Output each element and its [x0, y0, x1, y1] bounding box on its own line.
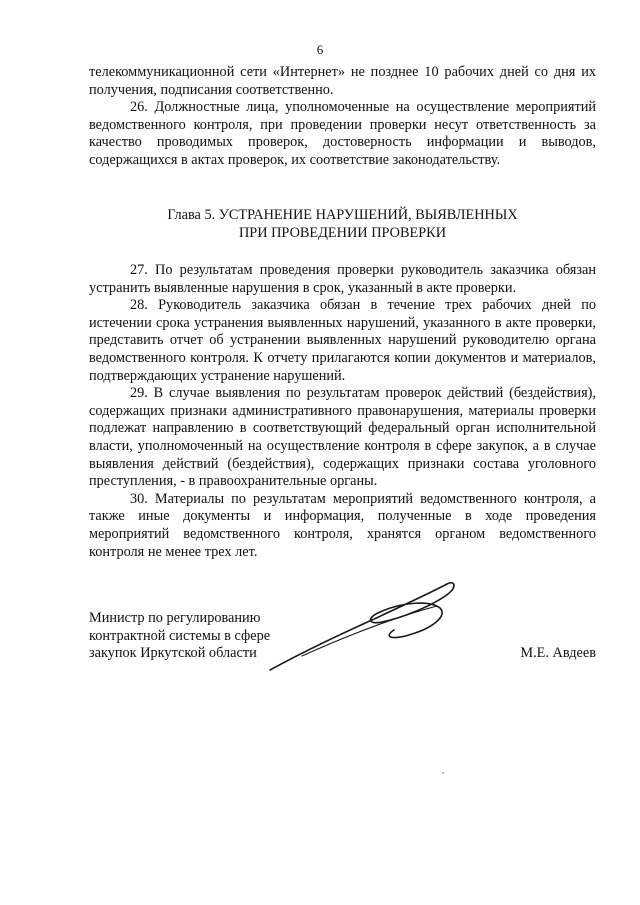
chapter-text-block [89, 262, 596, 561]
top-text-block [89, 64, 596, 170]
paragraph-30: 30. Материалы по результатам мероприятий ведомственного контроля, а также иные документы и информация, полученные в ходе проведения мероприятий ведомственного контроля, хранятся органом ведомственного контроля не менее трех лет. [89, 490, 596, 560]
signatory-position-line-2: контрактной системы в сфере [89, 627, 271, 644]
paragraph-26: 26. Должностные лица, уполномоченные на осуществление мероприятий ведомственного контроля, при проведении проверки несут ответственность за качество проводимых проверок, достоверность информации и выводов, содержащихся в актах проверок, их соответствие законодательству. [89, 99, 596, 168]
chapter-title [89, 207, 596, 242]
signatory-position [89, 610, 270, 663]
signatory-position-line-1: Министр по регулированию [89, 610, 261, 626]
page-number: 6 [316, 42, 324, 57]
paragraph-27: 27. По результатам проведения проверки руководитель заказчика обязан устранить выявленные нарушения в срок, указанный в акте проверки. [89, 262, 596, 296]
signatory-position-line-3: закупок Иркутской области [89, 645, 257, 662]
continuation-paragraph: телекоммуникационной сети «Интернет» не позднее 10 рабочих дней со дня их получения, подписания соответственно. [89, 64, 596, 98]
chapter-title-line-1: Глава 5. УСТРАНЕНИЕ НАРУШЕНИЙ, ВЫЯВЛЕННЫХ [167, 207, 518, 223]
chapter-title-line-2: ПРИ ПРОВЕДЕНИИ ПРОВЕРКИ [238, 224, 447, 241]
scan-artifact [442, 772, 444, 774]
signatory-name: М.Е. Авдеев [520, 645, 596, 661]
paragraph-29: 29. В случае выявления по результатам проверок действий (бездействия), содержащих признаки административного правонарушения, материалы проверки подлежат направлению в соответствующий федеральный орган исполнительной власти, уполномоченный на осуществление контроля в сфере закупок, а в случае выявления действий (бездействия), содержащих признаки состава уголовного преступления, - в правоохранительные органы. [89, 385, 596, 490]
handwritten-signature [262, 578, 482, 678]
paragraph-28: 28. Руководитель заказчика обязан в течение трех рабочих дней по истечении срока устранения выявленных нарушений, указанного в акте проверки, представить отчет об устранении выявленных нарушений руководителю органа ведомственного контроля. К отчету прилагаются копии документов и материалов, подтверждающих устранение нарушений. [89, 297, 596, 384]
